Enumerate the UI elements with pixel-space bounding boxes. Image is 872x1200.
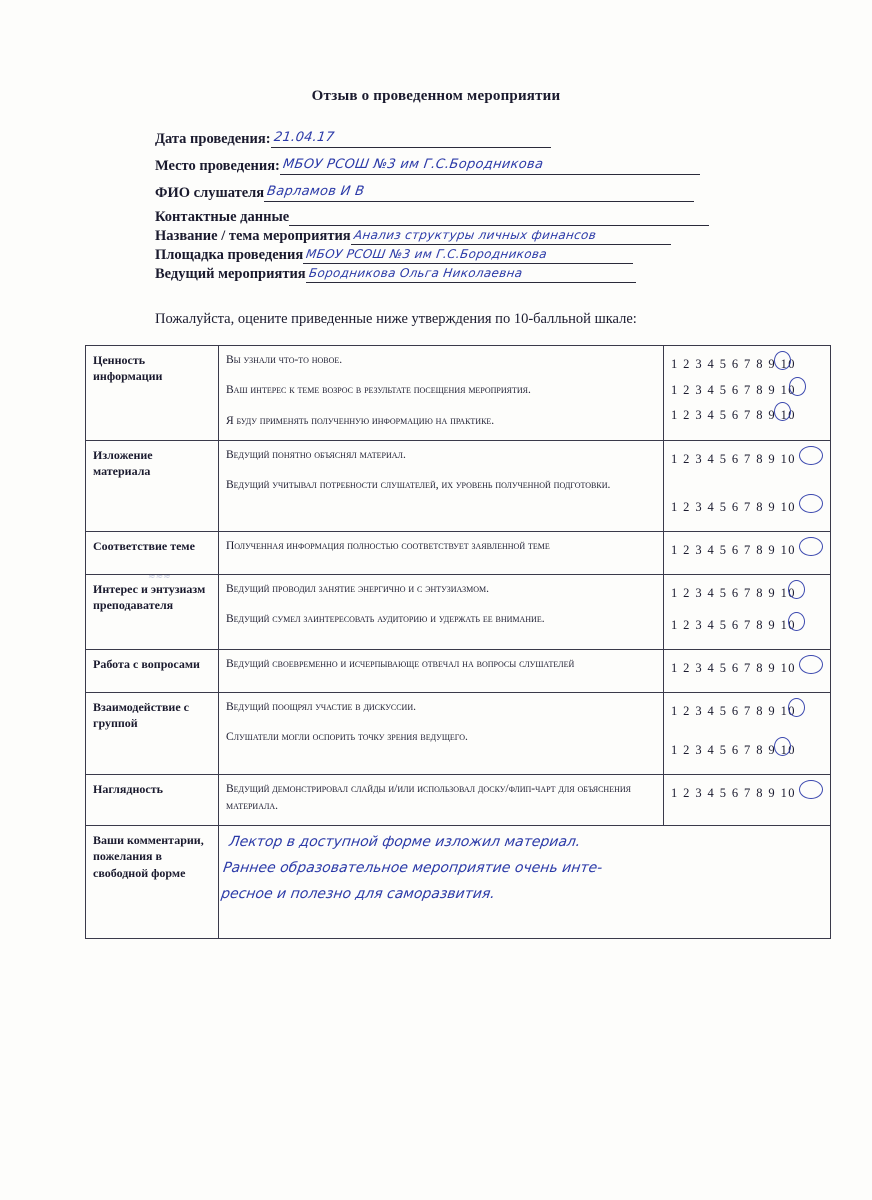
statement-text: Ваш интерес к теме возрос в результате посещения мероприятия.: [226, 384, 531, 397]
field-label-topic: Название / тема мероприятия: [155, 228, 351, 244]
field-value-date: 21.04.17: [272, 130, 335, 145]
scale-numbers: 1 2 3 4 5 6 7 8 9 10: [671, 408, 796, 423]
rating-scale[interactable]: [671, 656, 823, 682]
rating-scale[interactable]: [671, 581, 823, 607]
statement-text: Ведущий демонстрировал слайды и/или использовал доску/флип-чарт для объяснения материала.: [226, 782, 631, 812]
section-statements: [219, 649, 664, 692]
comments-category: Ваши комментарии, пожелания в свободной форме: [86, 826, 219, 939]
rating-scale[interactable]: [671, 447, 823, 473]
field-label-host: Ведущий мероприятия: [155, 266, 306, 282]
table-row: [86, 574, 831, 649]
scale-numbers: 1 2 3 4 5 6 7 8 9 10: [671, 357, 796, 371]
evaluation-table: [85, 345, 831, 939]
scale-numbers: 1 2 3 4 5 6 7 8 9 10: [671, 451, 796, 466]
field-value-venue: МБОУ РСОШ №3 им Г.С.Бородникова: [305, 247, 549, 261]
comments-area[interactable]: [219, 826, 831, 939]
field-value-topic: Анализ структуры личных финансов: [352, 228, 597, 242]
section-category: Ценность информации: [86, 346, 219, 441]
field-row-host: [155, 265, 755, 284]
scale-numbers: 1 2 3 4 5 6 7 8 9 10: [671, 660, 796, 675]
field-label-venue: Площадка проведения: [155, 247, 304, 263]
rating-scale[interactable]: [671, 378, 823, 404]
section-statements: [219, 440, 664, 531]
rating-scale[interactable]: [671, 699, 823, 725]
instruction-text: Пожалуйста, оцените приведенные ниже утверждения по 10-балльной шкале:: [155, 311, 637, 327]
rating-mark: [799, 537, 823, 556]
section-scales: [664, 774, 831, 826]
scale-numbers: 1 2 3 4 5 6 7 8 9 10: [671, 543, 796, 557]
page-title: Отзыв о проведенном мероприятии: [311, 88, 561, 104]
section-scales: [664, 346, 831, 441]
section-category: Взаимодействие с группой: [86, 692, 219, 774]
table-row: [86, 346, 831, 441]
field-line-topic[interactable]: [351, 228, 671, 245]
scale-numbers: 1 2 3 4 5 6 7 8 9 10: [671, 703, 796, 718]
rating-mark: [788, 580, 805, 599]
table-row: [86, 774, 831, 826]
header-fields: [155, 130, 755, 284]
statement-text: Ведущий своевременно и исчерпывающе отвечал на вопросы слушателей: [226, 657, 575, 670]
rating-mark: [799, 780, 823, 799]
section-statements: [219, 774, 664, 826]
scale-numbers: 1 2 3 4 5 6 7 8 9 10: [671, 500, 796, 515]
field-label-contacts: Контактные данные: [155, 209, 290, 225]
rating-scale[interactable]: [671, 538, 823, 564]
field-line-place[interactable]: [280, 152, 700, 175]
rating-scale[interactable]: [671, 352, 823, 378]
rating-mark: [789, 377, 806, 396]
rating-mark: [788, 698, 805, 717]
field-label-name: ФИО слушателя: [155, 185, 265, 201]
statement-text: Полученная информация полностью соответствует заявленной теме: [226, 540, 550, 552]
field-row-venue: [155, 246, 755, 265]
field-row-place: [155, 152, 755, 182]
section-scales: [664, 649, 831, 692]
rating-scale[interactable]: [671, 781, 823, 807]
scale-numbers: 1 2 3 4 5 6 7 8 9 10: [671, 743, 796, 758]
scale-numbers: 1 2 3 4 5 6 7 8 9 10: [671, 785, 796, 800]
field-line-name[interactable]: [264, 182, 694, 202]
section-statements: [219, 346, 664, 441]
field-row-topic: [155, 227, 755, 246]
rating-scale[interactable]: [671, 495, 823, 521]
section-category: Работа с вопросами: [86, 649, 219, 692]
section-scales: [664, 574, 831, 649]
field-row-name: [155, 182, 755, 208]
section-statements: [219, 692, 664, 774]
rating-mark: [799, 446, 823, 465]
rating-scale[interactable]: [671, 738, 823, 764]
section-scales: [664, 440, 831, 531]
rating-mark: [799, 494, 823, 513]
statement-text: Ведущий проводил занятие энергично и с энтузиазмом.: [226, 582, 489, 595]
section-statements: [219, 532, 664, 575]
scale-numbers: 1 2 3 4 5 6 7 8 9 10: [671, 585, 796, 600]
field-label-place: Место проведения:: [155, 158, 280, 174]
rating-mark: [774, 737, 791, 756]
comment-line: Лектор в доступной форме изложил материал.: [228, 834, 582, 851]
section-scales: [664, 532, 831, 575]
comment-line: ресное и полезно для саморазвития.: [220, 886, 496, 903]
statement-text: Ведущий понятно объяснял материал.: [226, 448, 406, 461]
rating-mark: [799, 655, 823, 674]
statement-text: Ведущий сумел заинтересовать аудиторию и удержать ее внимание.: [226, 612, 545, 625]
section-category: Соответствие теме: [86, 532, 219, 575]
field-value-place: МБОУ РСОШ №3 им Г.С.Бородникова: [281, 157, 545, 172]
field-row-date: [155, 130, 755, 152]
rating-scale[interactable]: [671, 613, 823, 639]
field-value-name: Варламов И В: [266, 184, 366, 199]
ink-smudge: ≈≈≈: [147, 572, 172, 582]
field-line-venue[interactable]: [303, 247, 633, 264]
field-value-host: Бородникова Ольга Николаевна: [307, 266, 524, 280]
field-line-date[interactable]: [271, 130, 551, 148]
table-row-comments: [86, 826, 831, 939]
comment-line: Раннее образовательное мероприятие очень инте-: [222, 860, 604, 877]
section-statements: [219, 574, 664, 649]
section-category: Интерес и энтузиазм преподавателя: [86, 574, 219, 649]
table-row: [86, 649, 831, 692]
scale-numbers: 1 2 3 4 5 6 7 8 9 10: [671, 618, 796, 633]
table-row: [86, 692, 831, 774]
statement-text: Вы узнали что-то новое.: [226, 354, 343, 366]
section-category: Изложение материала: [86, 440, 219, 531]
rating-scale[interactable]: [671, 403, 823, 429]
statement-text: Слушатели могли оспорить точку зрения ведущего.: [226, 730, 468, 743]
field-label-date: Дата проведения:: [155, 131, 271, 147]
section-category: Наглядность: [86, 774, 219, 826]
table-row: [86, 532, 831, 575]
field-row-contacts: [155, 208, 755, 227]
statement-text: Я буду применять полученную информацию на практике.: [226, 414, 495, 427]
field-line-host[interactable]: [306, 266, 636, 283]
statement-text: Ведущий учитывал потребности слушателей, их уровень полученной подготовки.: [226, 479, 611, 491]
table-row: [86, 440, 831, 531]
statement-text: Ведущий поощрял участие в дискуссии.: [226, 700, 416, 713]
section-scales: [664, 692, 831, 774]
scale-numbers: 1 2 3 4 5 6 7 8 9 10: [671, 382, 796, 397]
rating-mark: [788, 612, 805, 631]
rating-mark: [774, 351, 791, 370]
field-line-contacts[interactable]: [289, 211, 709, 226]
